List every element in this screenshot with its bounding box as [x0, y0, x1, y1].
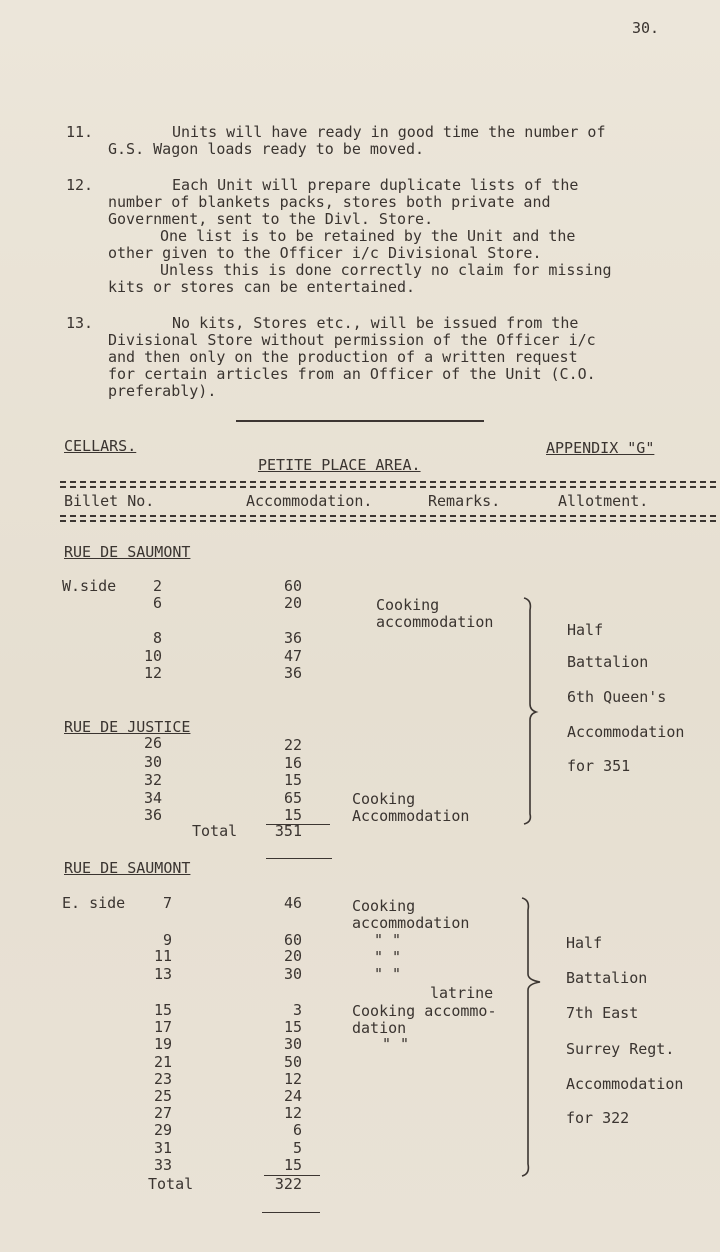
billet-number: 30	[143, 753, 162, 771]
total-label: Total	[148, 1175, 194, 1193]
billet-number: 6	[152, 594, 162, 612]
header-rule-bottom-2	[60, 520, 716, 522]
allotment-text: Battalion	[566, 969, 648, 987]
accommodation-value: 6	[292, 1121, 302, 1139]
remark-text: latrine	[430, 984, 494, 1002]
remark-text: accommodation	[376, 613, 494, 631]
total-value: 322	[274, 1175, 302, 1193]
billet-number: 19	[153, 1035, 172, 1053]
remark-text: dation	[352, 1019, 407, 1037]
allotment-text: for 322	[566, 1109, 630, 1127]
accommodation-value: 24	[283, 1087, 302, 1105]
accommodation-value: 30	[283, 965, 302, 983]
allotment-text: Accommodation	[567, 723, 685, 741]
total-rule	[266, 858, 332, 859]
remark-text: accommodation	[352, 914, 470, 932]
accommodation-value: 47	[283, 647, 302, 665]
column-header-accommodation: Accommodation.	[246, 492, 373, 510]
header-rule-top	[60, 481, 716, 483]
accommodation-value: 22	[283, 736, 302, 754]
allotment-text: Half	[567, 621, 604, 639]
billet-number: 36	[143, 806, 162, 824]
accommodation-value: 15	[283, 1018, 302, 1036]
paragraph-number: 13.	[66, 314, 94, 332]
brace-bracket	[518, 596, 542, 826]
street-name: RUE DE SAUMONT	[64, 859, 191, 877]
street-name: RUE DE SAUMONT	[64, 543, 191, 561]
remark-text: Cooking	[376, 596, 440, 614]
appendix-label: APPENDIX "G"	[546, 439, 655, 457]
accommodation-value: 60	[283, 577, 302, 595]
total-value: 351	[274, 822, 302, 840]
allotment-text: 6th Queen's	[567, 688, 667, 706]
paragraph-line: Each Unit will prepare duplicate lists of the	[172, 176, 579, 194]
billet-number: 29	[153, 1121, 172, 1139]
paragraph-line: other given to the Officer i/c Divisional Store.	[108, 244, 542, 262]
allotment-text: Battalion	[567, 653, 649, 671]
remark-text: Cooking accommo-	[352, 1002, 497, 1020]
section-divider	[236, 420, 484, 422]
billet-number: 26	[143, 734, 162, 752]
billet-number: 25	[153, 1087, 172, 1105]
column-header-billet: Billet No.	[64, 492, 155, 510]
paragraph-line: No kits, Stores etc., will be issued from the	[172, 314, 579, 332]
allotment-text: for 351	[567, 757, 631, 775]
accommodation-value: 20	[283, 947, 302, 965]
allotment-text: Surrey Regt.	[566, 1040, 675, 1058]
billet-number: 27	[153, 1104, 172, 1122]
billet-number: 10	[143, 647, 162, 665]
billet-number: 15	[153, 1001, 172, 1019]
remark-text: Cooking	[352, 790, 416, 808]
paragraph-line: for certain articles from an Officer of the Unit (C.O.	[108, 365, 596, 383]
accommodation-value: 5	[292, 1139, 302, 1157]
billet-number: 33	[153, 1156, 172, 1174]
brace-bracket	[516, 896, 544, 1178]
billet-number: 2	[152, 577, 162, 595]
paragraph-line: preferably).	[108, 382, 217, 400]
accommodation-value: 15	[283, 806, 302, 824]
column-header-remarks: Remarks.	[428, 492, 501, 510]
ditto-mark: " "	[374, 948, 402, 966]
billet-number: 31	[153, 1139, 172, 1157]
paragraph-line: and then only on the production of a written request	[108, 348, 578, 366]
accommodation-value: 36	[283, 664, 302, 682]
allotment-text: Accommodation	[566, 1075, 684, 1093]
billet-number: 32	[143, 771, 162, 789]
billet-number: 21	[153, 1053, 172, 1071]
accommodation-value: 12	[283, 1070, 302, 1088]
accommodation-value: 50	[283, 1053, 302, 1071]
paragraph-line: Unless this is done correctly no claim for missing	[160, 261, 612, 279]
accommodation-value: 65	[283, 789, 302, 807]
paragraph-line: One list is to be retained by the Unit and the	[160, 227, 576, 245]
accommodation-value: 60	[283, 931, 302, 949]
allotment-text: Half	[566, 934, 603, 952]
accommodation-value: 15	[283, 771, 302, 789]
remark-text: Accommodation	[352, 807, 470, 825]
billet-number: 11	[153, 947, 172, 965]
side-label: W.side	[62, 577, 117, 595]
page-number: 30.	[632, 19, 660, 37]
paragraph-line: number of blankets packs, stores both private and	[108, 193, 551, 211]
accommodation-value: 12	[283, 1104, 302, 1122]
billet-number: 13	[153, 965, 172, 983]
accommodation-value: 3	[292, 1001, 302, 1019]
paragraph-line: kits or stores can be entertained.	[108, 278, 416, 296]
paragraph-line: Government, sent to the Divl. Store.	[108, 210, 434, 228]
accommodation-value: 36	[283, 629, 302, 647]
accommodation-value: 30	[283, 1035, 302, 1053]
paragraph-line: Divisional Store without permission of the Officer i/c	[108, 331, 596, 349]
accommodation-value: 15	[283, 1156, 302, 1174]
total-rule	[262, 1212, 320, 1213]
billet-number: 7	[162, 894, 172, 912]
area-title: PETITE PLACE AREA.	[258, 456, 421, 474]
paragraph-line: Units will have ready in good time the number of	[172, 123, 606, 141]
side-label: E. side	[62, 894, 126, 912]
column-header-allotment: Allotment.	[558, 492, 649, 510]
billet-number: 9	[162, 931, 172, 949]
billet-number: 34	[143, 789, 162, 807]
accommodation-value: 16	[283, 754, 302, 772]
ditto-mark: " "	[374, 931, 402, 949]
billet-number: 17	[153, 1018, 172, 1036]
ditto-mark: " "	[382, 1035, 410, 1053]
cellars-label: CELLARS.	[64, 437, 137, 455]
billet-number: 8	[152, 629, 162, 647]
ditto-mark: " "	[374, 965, 402, 983]
header-rule-top-2	[60, 486, 716, 488]
total-label: Total	[192, 822, 238, 840]
street-name: RUE DE JUSTICE	[64, 718, 191, 736]
accommodation-value: 20	[283, 594, 302, 612]
remark-text: Cooking	[352, 897, 416, 915]
billet-number: 12	[143, 664, 162, 682]
paragraph-line: G.S. Wagon loads ready to be moved.	[108, 140, 425, 158]
accommodation-value: 46	[283, 894, 302, 912]
allotment-text: 7th East	[566, 1004, 639, 1022]
header-rule-bottom	[60, 515, 716, 517]
billet-number: 23	[153, 1070, 172, 1088]
paragraph-number: 11.	[66, 123, 94, 141]
paragraph-number: 12.	[66, 176, 94, 194]
